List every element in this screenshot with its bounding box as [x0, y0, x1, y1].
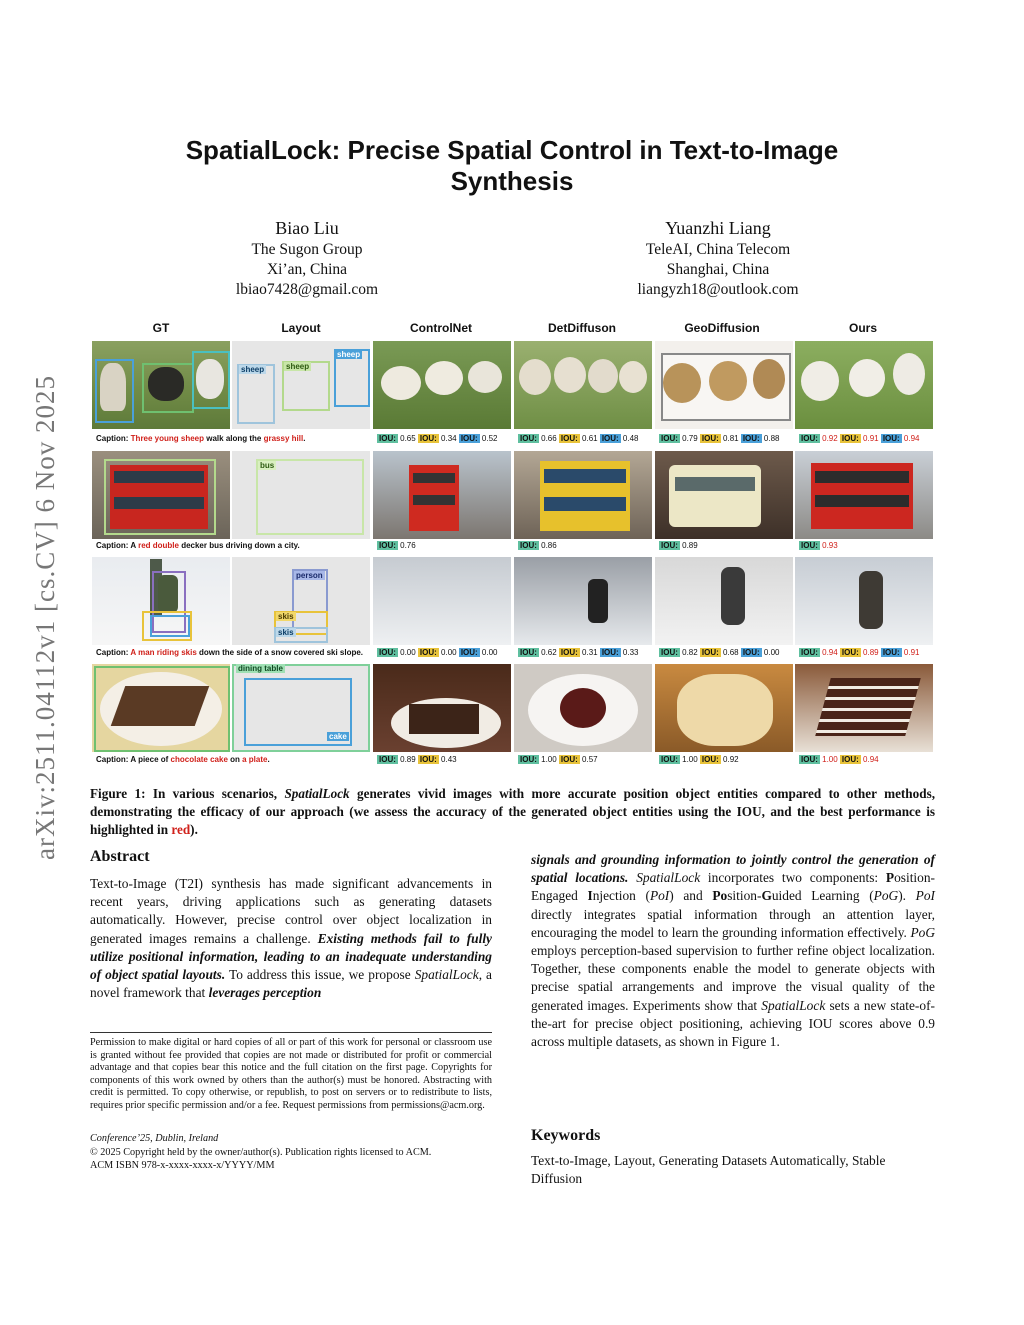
- iou-value: 0.66: [538, 434, 559, 443]
- iou-tag: IOU:: [661, 648, 678, 657]
- iou-scores: [659, 755, 739, 764]
- geodiffusion-image-skier: [655, 557, 793, 645]
- iou-scores: [799, 648, 920, 657]
- iou-value: 1.00: [679, 755, 700, 764]
- layout-label: sheep: [241, 365, 265, 374]
- iou-tag: IOU:: [841, 648, 859, 657]
- layout-cake: [232, 664, 370, 752]
- author-name: Biao Liu: [275, 218, 339, 238]
- row-caption-sheep: Caption: Three young sheep walk along the grassy hill.: [96, 434, 306, 443]
- iou-tag: IOU:: [520, 755, 537, 764]
- iou-value: 1.00: [819, 755, 840, 764]
- iou-value: 0.89: [397, 755, 418, 764]
- keywords-heading: Keywords: [531, 1127, 601, 1144]
- abstract-heading: Abstract: [90, 848, 150, 865]
- iou-tag: IOU:: [520, 541, 537, 550]
- iou-value: 0.86: [538, 541, 557, 550]
- controlnet-image-bus: [373, 451, 511, 539]
- iou-value: 0.43: [438, 755, 457, 764]
- iou-value: 0.89: [860, 648, 881, 657]
- figure-1-caption: Figure 1: In various scenarios, SpatialLock generates vivid images with more accurate position object entities compared to other methods, demonstrating the efficacy of our approach (we assess the accuracy of the generated object entities using the IOU, and the best performance is highlighted in red).: [90, 786, 935, 837]
- iou-tag: IOU:: [801, 541, 818, 550]
- iou-value: 0.48: [620, 434, 639, 443]
- layout-label: person: [296, 571, 323, 580]
- controlnet-image-cake: [373, 664, 511, 752]
- iou-tag: IOU:: [801, 648, 818, 657]
- iou-tag: IOU:: [601, 648, 619, 657]
- row-caption-bus: Caption: A red double decker bus driving down a city.: [96, 541, 300, 550]
- iou-tag: IOU:: [661, 755, 678, 764]
- iou-value: 0.93: [819, 541, 838, 550]
- controlnet-image-sheep: [373, 341, 511, 429]
- iou-tag: IOU:: [801, 755, 818, 764]
- iou-scores: [799, 541, 838, 550]
- column-header-controlnet: ControlNet: [410, 321, 472, 335]
- ours-image-cake: [795, 664, 933, 752]
- layout-label: bus: [260, 461, 275, 470]
- iou-scores: [377, 648, 498, 657]
- iou-tag: IOU:: [379, 541, 396, 550]
- iou-value: 0.31: [579, 648, 600, 657]
- iou-value: 0.76: [397, 541, 416, 550]
- iou-tag: IOU:: [701, 648, 719, 657]
- geodiffusion-image-cake: [655, 664, 793, 752]
- iou-value: 0.65: [397, 434, 418, 443]
- iou-value: 0.82: [679, 648, 700, 657]
- iou-tag: IOU:: [841, 755, 859, 764]
- row-caption-cake: Caption: A piece of chocolate cake on a plate.: [96, 755, 270, 764]
- iou-tag: IOU:: [601, 434, 619, 443]
- iou-tag: IOU:: [379, 648, 396, 657]
- iou-tag: IOU:: [661, 434, 678, 443]
- author-affiliation: TeleAI, China Telecom: [645, 241, 791, 258]
- iou-scores: [659, 541, 698, 550]
- iou-scores: [518, 648, 639, 657]
- iou-scores: [799, 434, 920, 443]
- iou-value: 0.52: [479, 434, 498, 443]
- iou-scores: [377, 755, 457, 764]
- row-caption-skier: Caption: A man riding skis down the side of a snow covered ski slope.: [96, 648, 364, 657]
- iou-value: 0.92: [720, 755, 739, 764]
- iou-tag: IOU:: [419, 648, 437, 657]
- iou-scores: [518, 434, 639, 443]
- iou-value: 0.62: [538, 648, 559, 657]
- keywords-list: Text-to-Image, Layout, Generating Datasets Automatically, Stable Diffusion: [531, 1153, 886, 1187]
- iou-tag: IOU:: [560, 434, 578, 443]
- iou-tag: IOU:: [460, 434, 478, 443]
- iou-value: 0.68: [720, 648, 741, 657]
- isbn-line: ACM ISBN 978-x-xxxx-xxxx-x/YYYY/MM: [90, 1160, 275, 1171]
- title-line-2: Synthesis: [450, 166, 574, 196]
- iou-scores: [518, 541, 557, 550]
- iou-scores: [659, 434, 780, 443]
- iou-tag: IOU:: [560, 648, 578, 657]
- iou-value: 0.57: [579, 755, 598, 764]
- iou-value: 0.88: [761, 434, 780, 443]
- layout-label: cake: [329, 732, 347, 741]
- conference-line: Conference’25, Dublin, Ireland: [90, 1133, 219, 1144]
- footnote-rule: [90, 1032, 492, 1033]
- iou-tag: IOU:: [661, 541, 678, 550]
- iou-scores: [377, 541, 416, 550]
- iou-tag: IOU:: [742, 434, 760, 443]
- author-name: Yuanzhi Liang: [665, 218, 771, 238]
- title-line-1: SpatialLock: Precise Spatial Control in Text-to-Image: [185, 135, 839, 165]
- column-header-detdiffuson: DetDiffuson: [548, 321, 616, 335]
- author-block-1: [157, 216, 457, 300]
- column-header-ours: Ours: [848, 321, 877, 335]
- iou-tag: IOU:: [801, 434, 818, 443]
- layout-skier: [232, 557, 370, 645]
- detdiffuson-image-sheep: [514, 341, 652, 429]
- iou-tag: IOU:: [419, 434, 437, 443]
- iou-tag: IOU:: [419, 755, 437, 764]
- detdiffuson-image-bus: [514, 451, 652, 539]
- iou-tag: IOU:: [379, 434, 396, 443]
- iou-scores: [799, 755, 879, 764]
- geodiffusion-image-sheep: [655, 341, 793, 429]
- layout-label: skis: [278, 628, 294, 637]
- gt-image-cake: [92, 664, 230, 752]
- iou-tag: IOU:: [882, 434, 900, 443]
- iou-value: 0.92: [819, 434, 840, 443]
- iou-value: 0.61: [579, 434, 600, 443]
- iou-tag: IOU:: [520, 648, 537, 657]
- iou-tag: IOU:: [560, 755, 578, 764]
- iou-tag: IOU:: [742, 648, 760, 657]
- author-email: liangyzh18@outlook.com: [637, 281, 799, 298]
- paper-title: [110, 135, 914, 197]
- iou-value: 0.79: [679, 434, 700, 443]
- iou-value: 0.00: [761, 648, 780, 657]
- arxiv-sidebar-stamp: arXiv:2511.04112v1 [cs.CV] 6 Nov 2025: [30, 375, 60, 860]
- iou-value: 0.94: [819, 648, 840, 657]
- detdiffuson-image-skier: [514, 557, 652, 645]
- iou-tag: IOU:: [460, 648, 478, 657]
- gt-image-bus: [92, 451, 230, 539]
- layout-label: sheep: [337, 350, 361, 359]
- iou-tag: IOU:: [841, 434, 859, 443]
- iou-scores: [518, 755, 598, 764]
- layout-label: dining table: [238, 664, 283, 673]
- author-email: lbiao7428@gmail.com: [235, 281, 379, 298]
- controlnet-image-skier: [373, 557, 511, 645]
- copyright-line: © 2025 Copyright held by the owner/author(s). Publication rights licensed to ACM.: [90, 1147, 432, 1158]
- author-affiliation: The Sugon Group: [251, 241, 363, 258]
- permission-notice: Permission to make digital or hard copies of all or part of this work for personal or classroom use is granted without fee provided that copies are not made or distributed for profit or commercial advantage and that copies bear this notice and the full citation on the first page. Copyrights for components of this work owned by others than the author(s) must be honored. Abstracting with credit is permitted. To copy otherwise, or republish, to post on servers or to redistribute to lists, requires prior specific permission and/or a fee. Request permissions from permissions@acm.org.: [90, 1037, 492, 1111]
- iou-scores: [659, 648, 780, 657]
- iou-value: 0.89: [679, 541, 698, 550]
- ours-image-skier: [795, 557, 933, 645]
- iou-value: 0.33: [620, 648, 639, 657]
- geodiffusion-image-bus: [655, 451, 793, 539]
- layout-sheep: [232, 341, 370, 429]
- column-header-layout: Layout: [281, 321, 321, 335]
- detdiffuson-image-cake: [514, 664, 652, 752]
- ours-image-sheep: [795, 341, 933, 429]
- author-location: Xi’an, China: [266, 261, 348, 278]
- iou-value: 0.81: [720, 434, 741, 443]
- iou-value: 1.00: [538, 755, 559, 764]
- layout-label: skis: [278, 612, 294, 621]
- abstract-continuation: signals and grounding information to jointly control the generation of spatial locations. SpatialLock incorporates two components: Position-Engaged Injection (PoI) and Position-Guided Learning (PoG). PoI directly integrates spatial information through an attention layer, encouraging the model to learn the grounding information effectively. PoG employs perception-based supervision to further refine object localization. Together, these components enable the model to generate objects with precise spatial arrangements and improve the visual quality of the generated images. Experiments show that SpatialLock sets a new state-of-the-art for precise object positioning, achieving IOU scores above 0.9 across multiple datasets, as shown in Figure 1.: [531, 852, 935, 1050]
- iou-value: 0.00: [438, 648, 459, 657]
- ours-image-bus: [795, 451, 933, 539]
- iou-value: 0.91: [860, 434, 881, 443]
- layout-label: sheep: [286, 362, 310, 371]
- layout-bus: [232, 451, 370, 539]
- iou-scores: [377, 434, 498, 443]
- iou-value: 0.34: [438, 434, 459, 443]
- iou-value: 0.00: [397, 648, 418, 657]
- iou-tag: IOU:: [379, 755, 396, 764]
- author-block-2: [568, 216, 868, 300]
- author-location: Shanghai, China: [666, 261, 770, 278]
- gt-image-sheep: [92, 341, 230, 429]
- iou-value: 0.91: [901, 648, 920, 657]
- iou-value: 0.00: [479, 648, 498, 657]
- iou-tag: IOU:: [701, 755, 719, 764]
- gt-image-skier: [92, 557, 230, 645]
- iou-tag: IOU:: [520, 434, 537, 443]
- abstract-body: Text-to-Image (T2I) synthesis has made significant advancements in recent years, driving applications such as generating datasets automatically. However, precise control over object localization in generated images remains a challenge. Existing methods fail to fully utilize positional information, leading to an inadequate understanding of object spatial layouts. To address this issue, we propose SpatialLock, a novel framework that leverages perception: [90, 876, 493, 1001]
- iou-tag: IOU:: [701, 434, 719, 443]
- column-header-geodiffusion: GeoDiffusion: [684, 321, 760, 335]
- iou-tag: IOU:: [882, 648, 900, 657]
- iou-value: 0.94: [860, 755, 879, 764]
- iou-value: 0.94: [901, 434, 920, 443]
- column-header-gt: GT: [152, 321, 170, 335]
